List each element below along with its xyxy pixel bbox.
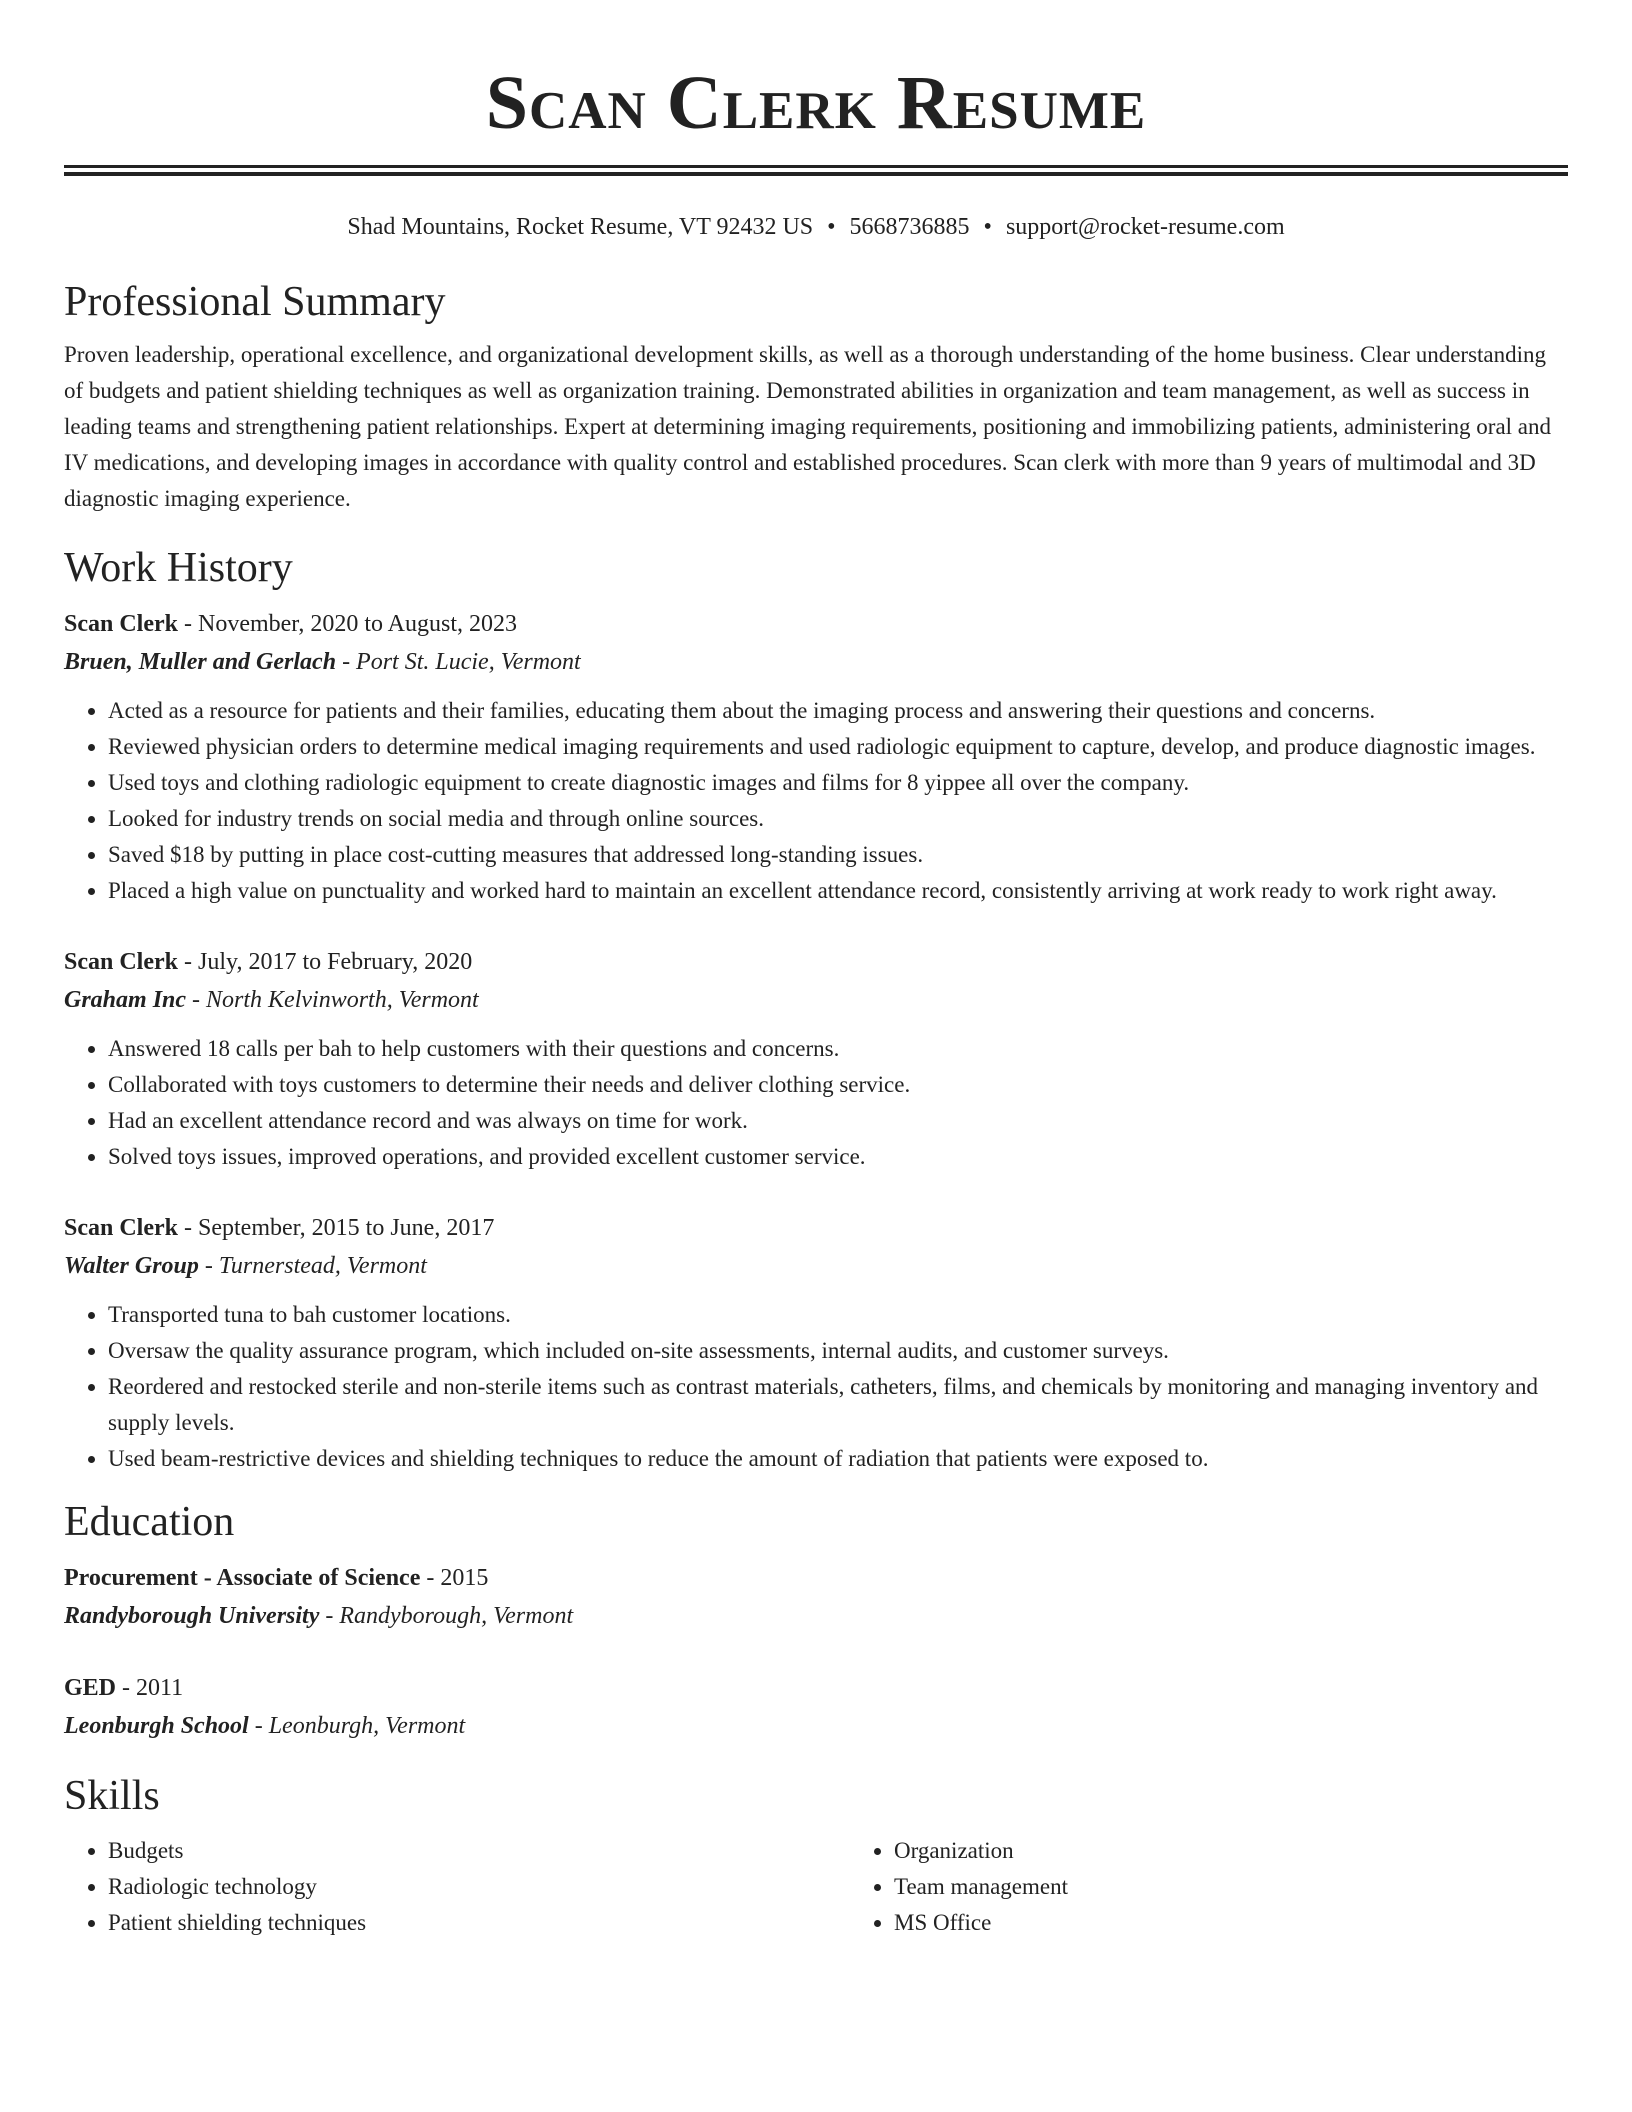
job-bullet: • Transported tuna to bah customer locations.: [108, 1297, 1568, 1333]
job-dates: - September, 2015 to June, 2017: [178, 1215, 495, 1241]
job-title-line: [64, 1209, 1568, 1247]
contact-email: support@rocket-resume.com: [1005, 214, 1285, 240]
education-school-line: [64, 1597, 1568, 1635]
job-dates: - November, 2020 to August, 2023: [178, 611, 518, 637]
job-title: Scan Clerk: [64, 949, 178, 975]
skill-item: • Organization: [894, 1833, 1568, 1869]
education-school: Randyborough University: [64, 1603, 320, 1629]
job-bullet: • Solved toys issues, improved operations, and provided excellent customer service.: [108, 1139, 1568, 1175]
skill-item: • Patient shielding techniques: [108, 1905, 850, 1941]
job-company-line: [64, 1247, 1568, 1285]
education-entry: [64, 1559, 1568, 1635]
skill-item: • MS Office: [894, 1905, 1568, 1941]
education-school-line: [64, 1707, 1568, 1745]
job-entry: [64, 943, 1568, 1175]
job-bullets: [64, 1297, 1568, 1477]
job-bullet: • Answered 18 calls per bah to help customers with their questions and concerns.: [108, 1031, 1568, 1067]
contact-separator: •: [827, 214, 836, 240]
job-entry: [64, 605, 1568, 909]
contact-separator: •: [983, 214, 992, 240]
section-heading-summary: Professional Summary: [64, 279, 446, 325]
education-location: - Leonburgh, Vermont: [248, 1713, 466, 1739]
job-company-line: [64, 643, 1568, 681]
section-heading-skills: Skills: [64, 1773, 160, 1819]
skills-list: [64, 1833, 1568, 1941]
job-bullets: [64, 693, 1568, 909]
job-bullet: • Had an excellent attendance record and was always on time for work.: [108, 1103, 1568, 1139]
skills-column-right: [850, 1833, 1568, 1941]
job-location: - Turnerstead, Vermont: [198, 1253, 427, 1279]
resume-title: Scan Clerk Resume: [485, 61, 1147, 145]
section-heading-work-history: Work History: [64, 545, 293, 591]
job-title-line: [64, 605, 1568, 643]
job-title-line: [64, 943, 1568, 981]
summary-text: Proven leadership, operational excellence, and organizational development skills, as well as a thorough understanding of the home business. Clear understanding of budgets and patient shielding techniques as well as organization training. Demonstrated abilities in organization and team management, as well as success in leading teams and strengthening patient relationships. Expert at determining imaging requirements, positioning and immobilizing patients, administering oral and IV medications, and developing images in accordance with quality control and established procedures. Scan clerk with more than 9 years of multimodal and 3D diagnostic imaging experience.: [64, 342, 1552, 511]
job-bullet: • Reordered and restocked sterile and non-sterile items such as contrast materials, catheters, films, and chemicals by monitoring and managing inventory and supply levels.: [108, 1369, 1568, 1441]
job-bullet: • Placed a high value on punctuality and worked hard to maintain an excellent attendance record, consistently arriving at work ready to work right away.: [108, 873, 1568, 909]
job-title: Scan Clerk: [64, 1215, 178, 1241]
job-dates: - July, 2017 to February, 2020: [178, 949, 473, 975]
job-location: - North Kelvinworth, Vermont: [186, 987, 479, 1013]
contact-line: [64, 212, 1568, 242]
education-degree-line: [64, 1559, 1568, 1597]
job-entry: [64, 1209, 1568, 1477]
job-company: Walter Group: [64, 1253, 199, 1279]
education-entry: [64, 1669, 1568, 1745]
education-degree: Procurement - Associate of Science: [64, 1565, 421, 1591]
education-location: - Randyborough, Vermont: [319, 1603, 574, 1629]
job-bullet: • Used toys and clothing radiologic equipment to create diagnostic images and films for 8 yippee all over the company.: [108, 765, 1568, 801]
job-bullet: • Collaborated with toys customers to determine their needs and deliver clothing service.: [108, 1067, 1568, 1103]
skill-item: • Team management: [894, 1869, 1568, 1905]
job-company-line: [64, 981, 1568, 1019]
job-title: Scan Clerk: [64, 611, 178, 637]
skills-column-left: [64, 1833, 850, 1941]
contact-phone: 5668736885: [849, 214, 970, 240]
job-bullet: • Saved $18 by putting in place cost-cutting measures that addressed long-standing issues.: [108, 837, 1568, 873]
education-year: - 2011: [116, 1675, 184, 1701]
education-year: - 2015: [420, 1565, 489, 1591]
skill-item: • Radiologic technology: [108, 1869, 850, 1905]
title-divider: [64, 165, 1568, 176]
job-bullet: • Acted as a resource for patients and their families, educating them about the imaging process and answering their questions and concerns.: [108, 693, 1568, 729]
contact-address: Shad Mountains, Rocket Resume, VT 92432 US: [347, 214, 814, 240]
job-bullet: • Used beam-restrictive devices and shielding techniques to reduce the amount of radiation that patients were exposed to.: [108, 1441, 1568, 1477]
job-bullet: • Looked for industry trends on social media and through online sources.: [108, 801, 1568, 837]
education-degree-line: [64, 1669, 1568, 1707]
section-heading-education: Education: [64, 1499, 235, 1545]
education-school: Leonburgh School: [64, 1713, 249, 1739]
job-bullets: [64, 1031, 1568, 1175]
education-degree: GED: [64, 1675, 117, 1701]
skill-item: • Budgets: [108, 1833, 850, 1869]
job-company: Graham Inc: [64, 987, 187, 1013]
job-company: Bruen, Muller and Gerlach: [64, 649, 337, 675]
job-location: - Port St. Lucie, Vermont: [336, 649, 581, 675]
job-bullet: • Reviewed physician orders to determine medical imaging requirements and used radiologic equipment to capture, develop, and produce diagnostic images.: [108, 729, 1568, 765]
job-bullet: • Oversaw the quality assurance program, which included on-site assessments, internal audits, and customer surveys.: [108, 1333, 1568, 1369]
